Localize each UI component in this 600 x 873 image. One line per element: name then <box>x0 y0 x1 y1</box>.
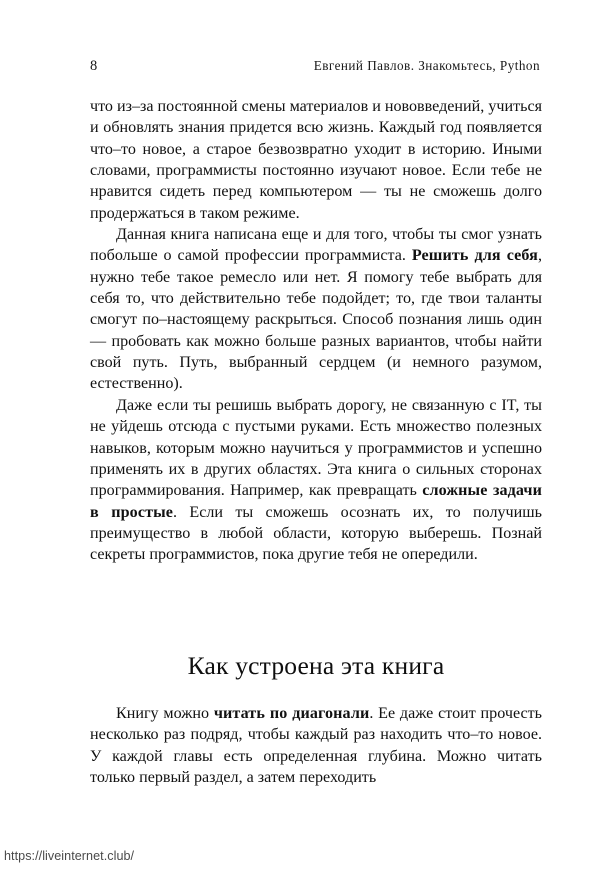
post-heading-text-block <box>90 703 542 788</box>
page-number: 8 <box>90 58 98 74</box>
running-title: Евгений Павлов. Знакомьтесь, Python <box>313 58 540 73</box>
body-text: Даже если ты решишь выбрать дорогу, не связанную с IT, ты не уйдешь отсюда с пустыми руками. Есть множество полезных навыков, которым можно научиться у программистов и успешно применять их в других областях. Эта книга о сильных сторонах программирования. Например, как превращать <box>90 396 542 500</box>
body-text: Книгу можно <box>116 705 214 722</box>
main-text-block <box>90 96 542 566</box>
body-text: . Ее даже стоит прочесть несколько раз подряд, чтобы каждый раз находить что–то новое. У каждой главы есть определенная глубина. Можно читать только первый раздел, а затем переходить <box>90 705 543 787</box>
paragraph <box>90 395 542 566</box>
body-text: Данная книга написана еще и для того, чтобы ты смог узнать побольше о самой профессии программиста. <box>90 226 542 265</box>
emphasis-text: читать по диагонали <box>213 705 370 722</box>
paragraph <box>90 703 542 788</box>
body-text: , нужно тебе такое ремесло или нет. Я помогу тебе выбрать для себя то, что действительно тебе подойдет; то, где твои таланты смогут по–настоящему раскрыться. Способ познания лишь один — пробовать как можно больше разных вариантов, чтобы найти свой путь. Путь, выбранный сердцем (и немного разумом, естественно). <box>90 247 542 393</box>
emphasis-text: Решить для себя <box>411 247 538 265</box>
paragraph <box>90 96 542 224</box>
emphasis-text: сложные задачи в простые <box>90 482 542 521</box>
body-text: что из–за постоянной смены материалов и нововведений, учиться и обновлять знания придется всю жизнь. Каждый год появляется что–то новое, а старое безвозвратно уходит в историю. Иными словами, программисты постоянно изучают новое. Если тебе не нравится сидеть перед компьютером — ты не сможешь долго продержаться в таком режиме. <box>90 98 542 222</box>
section-heading: Как устроена эта книга <box>187 651 445 680</box>
paragraph <box>90 224 542 395</box>
body-text: . Если ты сможешь осознать их, то получишь преимущество в любой области, которую выберешь. Познай секреты программистов, пока другие тебя не опередили. <box>90 503 542 564</box>
running-head <box>90 58 540 76</box>
watermark-url: https://liveinternet.club/ <box>4 849 135 863</box>
